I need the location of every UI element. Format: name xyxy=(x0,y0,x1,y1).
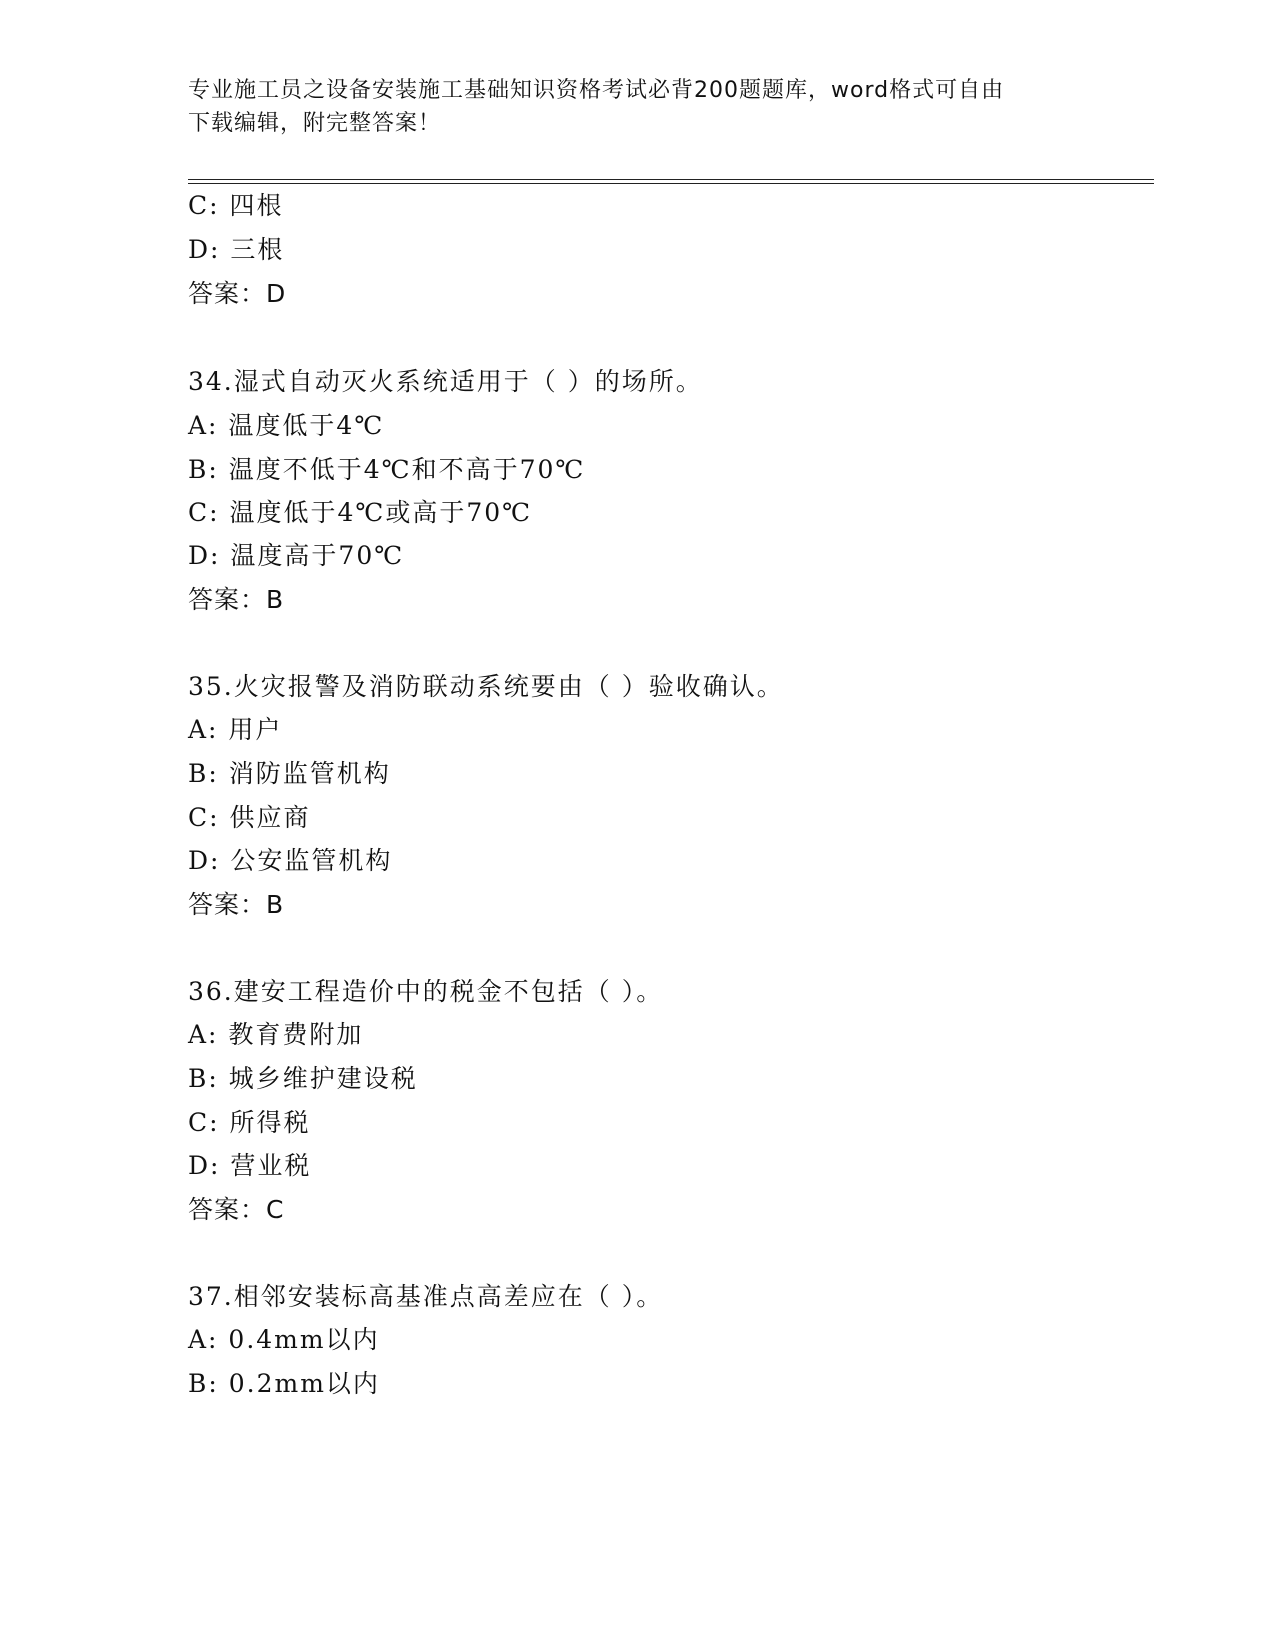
q35-option-d: D: 公安监管机构 xyxy=(188,846,393,875)
q34-stem: 34.湿式自动灭火系统适用于（ ）的场所。 xyxy=(188,367,703,396)
q35-answer: 答案：B xyxy=(188,890,285,919)
q35-stem: 35.火灾报警及消防联动系统要由（ ）验收确认。 xyxy=(188,672,784,701)
prev-option-c: C: 四根 xyxy=(188,191,284,220)
q35-option-a: A: 用户 xyxy=(188,715,283,744)
q37-stem: 37.相邻安装标高基准点高差应在（ ）。 xyxy=(188,1282,664,1311)
q35-option-c: C: 供应商 xyxy=(188,803,311,832)
header-line-2: 下载编辑，附完整答案！ xyxy=(188,111,442,136)
q34-option-b: B: 温度不低于4℃和不高于70℃ xyxy=(188,455,586,484)
q34-option-c: C: 温度低于4℃或高于70℃ xyxy=(188,498,533,527)
q37-option-a: A: 0.4mm以内 xyxy=(188,1325,380,1354)
prev-answer: 答案：D xyxy=(188,279,287,308)
header-rule-top xyxy=(188,179,1154,180)
q36-option-c: C: 所得税 xyxy=(188,1108,311,1137)
q34-option-a: A: 温度低于4℃ xyxy=(188,411,385,440)
q34-option-d: D: 温度高于70℃ xyxy=(188,541,405,570)
header-rule-bottom xyxy=(188,183,1154,184)
q36-stem: 36.建安工程造价中的税金不包括（ ）。 xyxy=(188,977,664,1006)
document-header xyxy=(188,74,1068,140)
q36-option-d: D: 营业税 xyxy=(188,1151,312,1180)
header-line-1: 专业施工员之设备安装施工基础知识资格考试必背200题题库，word格式可自由 xyxy=(188,78,1005,103)
q35-option-b: B: 消防监管机构 xyxy=(188,759,391,788)
q36-answer: 答案：C xyxy=(188,1195,285,1224)
q34-answer: 答案：B xyxy=(188,585,285,614)
prev-option-d: D: 三根 xyxy=(188,235,285,264)
q36-option-a: A: 教育费附加 xyxy=(188,1020,364,1049)
q36-option-b: B: 城乡维护建设税 xyxy=(188,1064,418,1093)
q37-option-b: B: 0.2mm以内 xyxy=(188,1369,380,1398)
